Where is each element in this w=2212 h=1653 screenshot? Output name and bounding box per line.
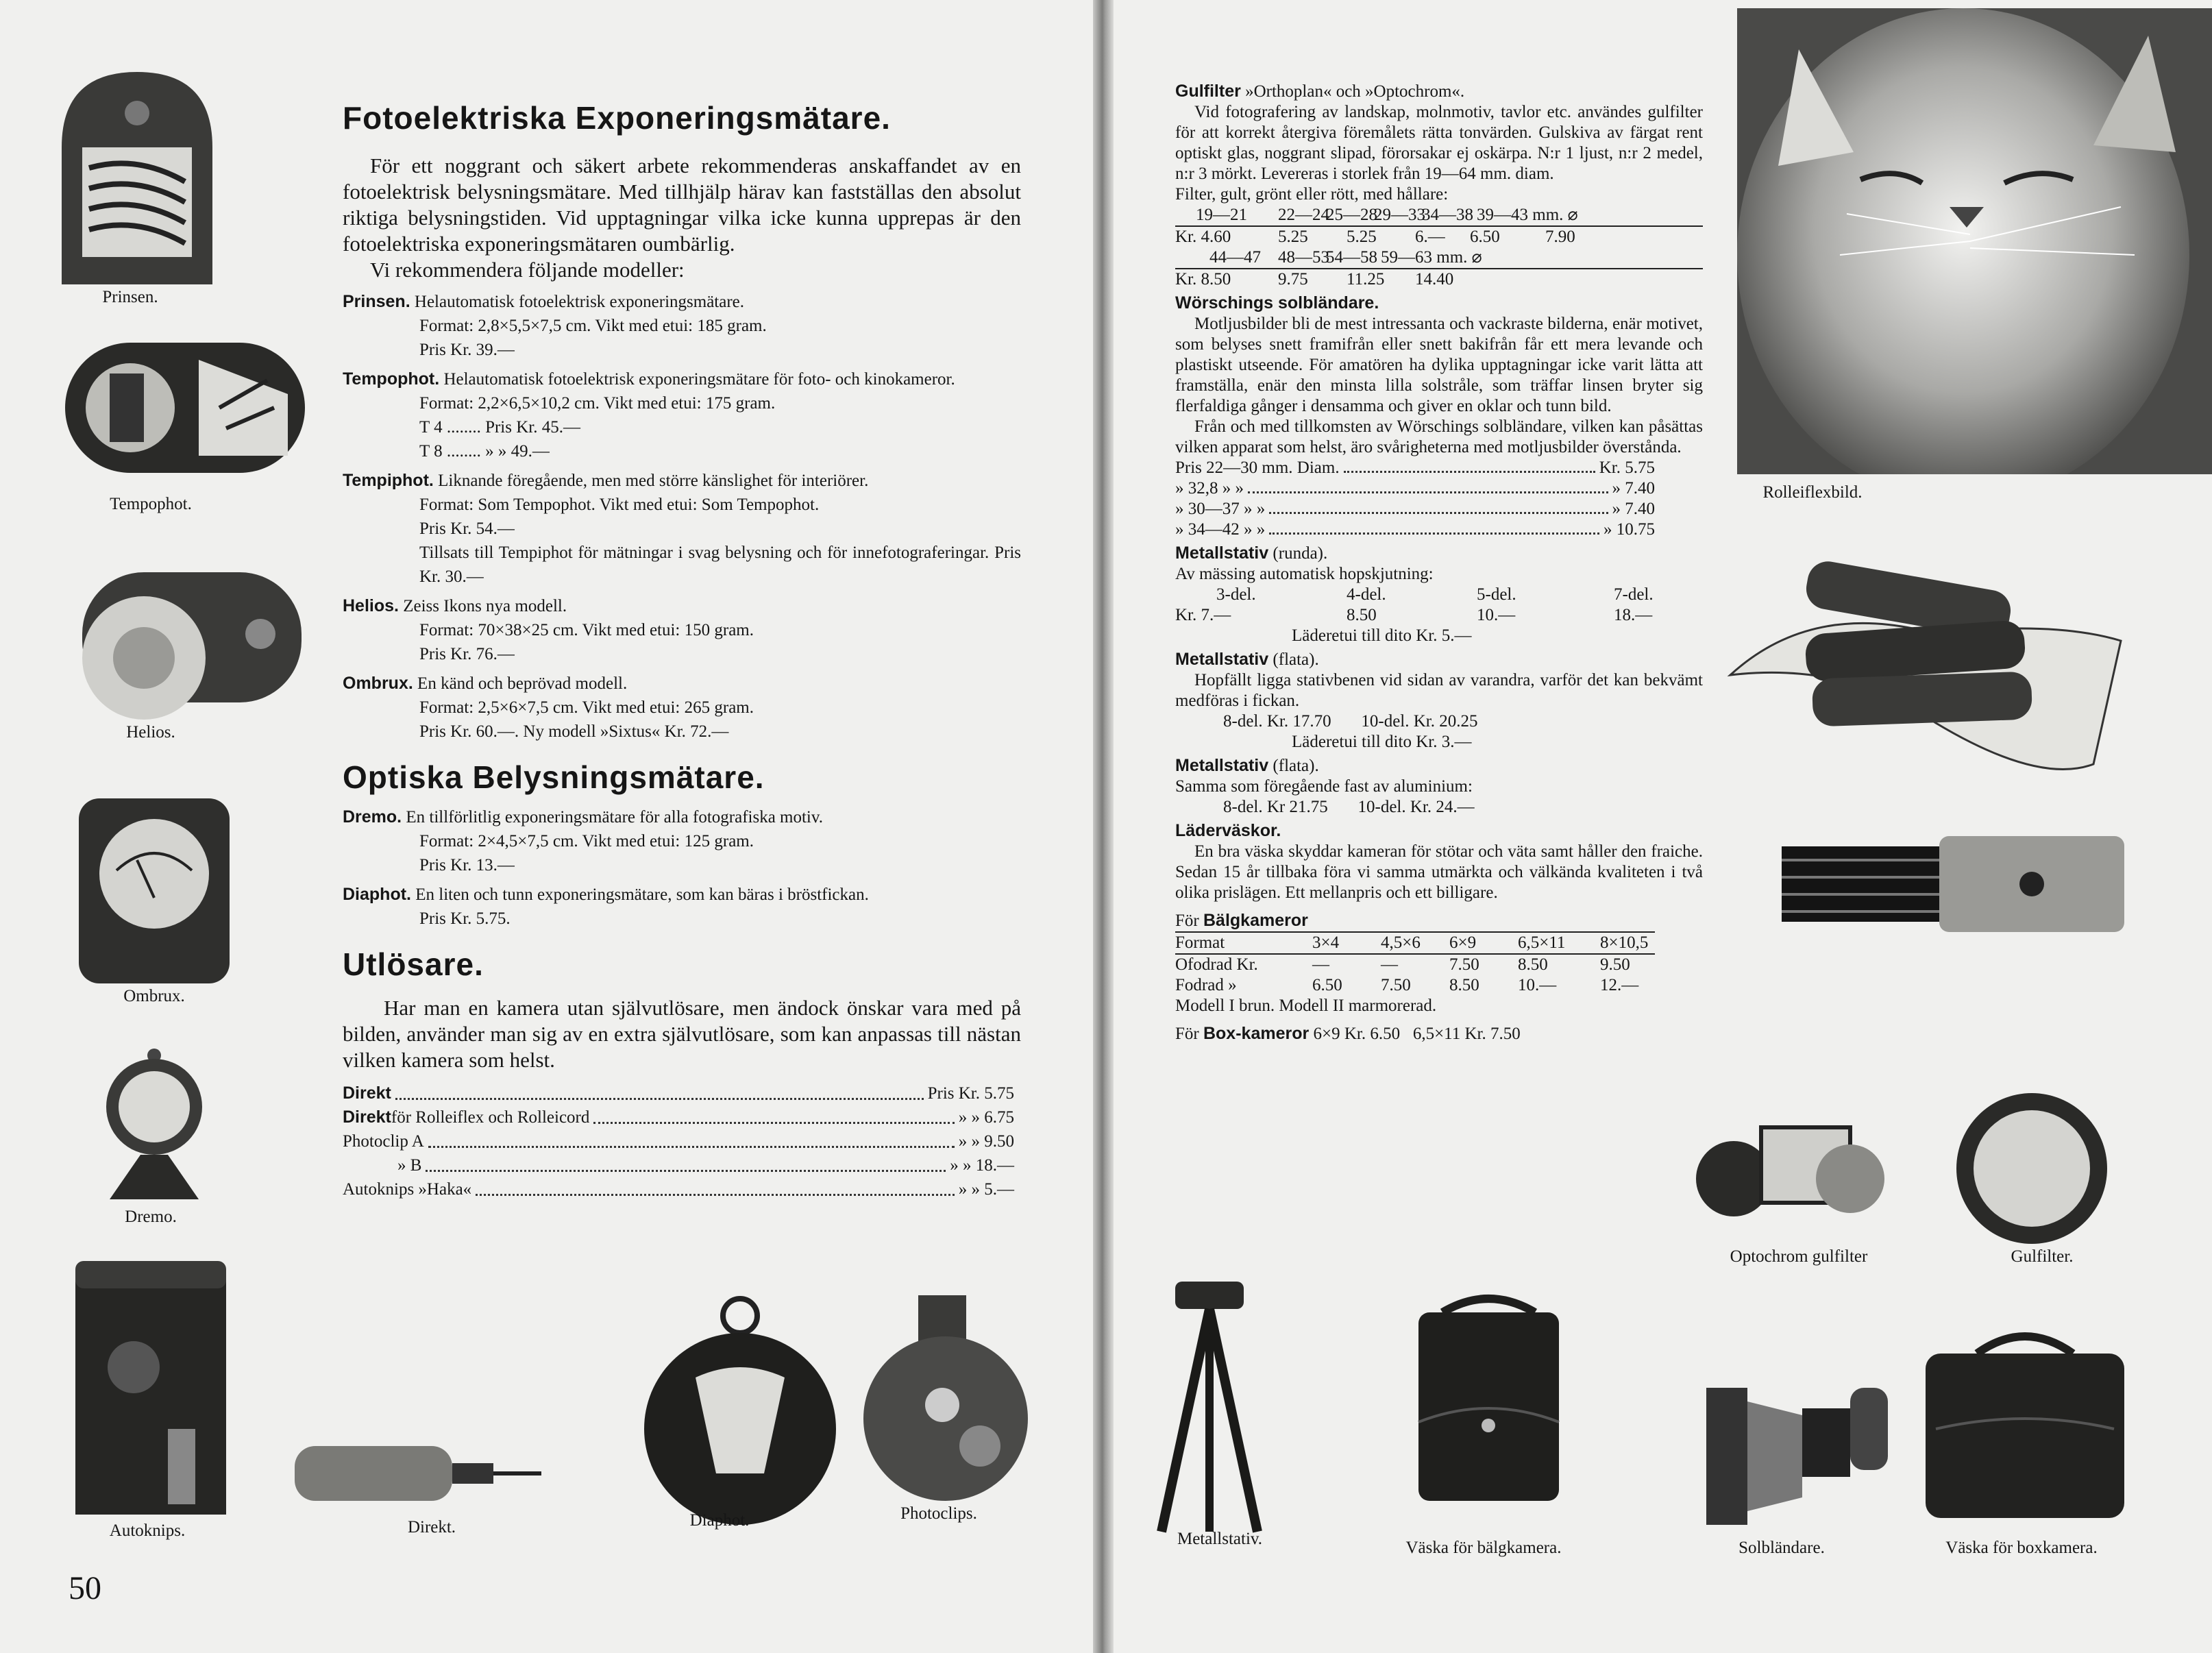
ombrux-meter-image: [75, 795, 233, 987]
stativ-round-cols: 3-del. 4-del. 5-del. 7-del.: [1216, 585, 1654, 604]
left-text-column: [343, 99, 1021, 1201]
caption-diaphot: Diaphot.: [689, 1511, 750, 1530]
recommend-line: Vi rekommendera följande modeller:: [370, 258, 685, 282]
entry-dremo: [343, 805, 1021, 877]
caption-dremo: Dremo.: [125, 1208, 177, 1226]
caption-bellows-case: Väska för bälgkamera.: [1405, 1539, 1562, 1557]
optochrom-filter-image: [1686, 1114, 1891, 1223]
entry-tempophot-name: Tempophot.: [343, 369, 440, 389]
heading-photoelectric: Fotoelektriska Exponeringsmätare.: [343, 100, 891, 136]
case-table-header: Format 3×4 4,5×6 6×9 6,5×11 8×10,5: [1175, 931, 1655, 953]
entry-dremo-name: Dremo.: [343, 807, 402, 826]
solblandare-price-list: Pris 22—30 mm. Diam. Kr. 5.75 » 32,8 » » » 7.40 » 30—37 » » » 7.40 » 34—42 » » » 10.75: [1175, 458, 1655, 539]
bellows-title: Bälgkameror: [1203, 911, 1308, 930]
entry-dremo-price: Pris Kr. 13.—: [419, 856, 515, 874]
stativ-round-text: Av mässing automatisk hopskjutning:: [1175, 565, 1434, 583]
caption-direkt: Direkt.: [407, 1518, 456, 1536]
stativ-alu-title: Metallstativ: [1175, 756, 1269, 775]
dremo-meter-image: [103, 1042, 206, 1203]
filter-prices-row-2: Kr. 8.50 9.75 11.25 14.40: [1175, 268, 1703, 290]
stativ-flat-text: Hopfällt ligga stativbenen vid sidan av varandra, varför det kan bekvämt medföras i fickan.: [1175, 671, 1703, 710]
entry-prinsen-name: Prinsen.: [343, 292, 410, 311]
entry-tempiphot-extra: Tillsats till Tempiphot för mätningar i svag belysning och för innefotograferingar. Pris Kr. 30.—: [419, 543, 1021, 586]
entry-tempiphot-desc: Liknande föregående, men med större känslighet för interiörer.: [438, 472, 869, 490]
caption-autoknips: Autoknips.: [109, 1521, 186, 1540]
release-row-3: Photoclip A » » 9.50: [343, 1129, 1014, 1153]
entry-ombrux-price: Pris Kr. 60.—. Ny modell »Sixtus« Kr. 72.—: [419, 722, 729, 741]
stativ-flat-title: Metallstativ: [1175, 650, 1269, 669]
model-line: Modell I brun. Modell II marmorerad.: [1175, 996, 1437, 1015]
caption-optochrom: Optochrom gulfilter: [1730, 1247, 1868, 1266]
box-title: Box-kameror: [1203, 1024, 1310, 1043]
entry-tempophot-format: Format: 2,2×6,5×10,2 cm. Vikt med etui: 175 gram.: [419, 394, 776, 413]
entry-tempiphot-price: Pris Kr. 54.—: [419, 519, 515, 538]
entry-tempophot-t8: T 8 ........ » » 49.—: [419, 442, 550, 461]
metallstativ-tripod-image: [1155, 1278, 1264, 1535]
left-page: [0, 0, 1093, 1653]
release-row-4: » B » » 18.—: [343, 1153, 1014, 1177]
entry-diaphot: [343, 883, 1021, 931]
stativ-alu-text: Samma som föregående fast av aluminium:: [1175, 777, 1473, 796]
solblandare-hand-image: [1710, 559, 2189, 785]
entry-prinsen-price: Pris Kr. 39.—: [419, 341, 515, 359]
entry-dremo-format: Format: 2×4,5×7,5 cm. Vikt med etui: 125 gram.: [419, 832, 754, 850]
filter-sizes-row-2: 44—47 48—53 54—58 59—63 mm. ⌀: [1209, 248, 1482, 267]
entry-helios: [343, 594, 1021, 666]
heading-release: Utlösare.: [343, 946, 484, 982]
caption-photoclips: Photoclips.: [900, 1504, 977, 1523]
caption-tempophot: Tempophot.: [110, 495, 192, 513]
page-number: 50: [69, 1570, 101, 1606]
entry-diaphot-name: Diaphot.: [343, 885, 411, 904]
entry-helios-name: Helios.: [343, 596, 399, 615]
caption-rolleiflexbild: Rolleiflexbild.: [1762, 483, 1863, 502]
entry-tempophot: [343, 367, 1021, 463]
rolleiflex-cat-photo: [1737, 8, 2212, 474]
gulfilter-title-rest: »Orthoplan« och »Optochrom«.: [1240, 82, 1465, 101]
cases-title: Läderväskor.: [1175, 821, 1281, 840]
photoclip-release-image: [863, 1288, 1042, 1508]
stativ-round-prices: Kr. 7.— 8.50 10.— 18.—: [1175, 606, 1653, 624]
stativ-round-title: Metallstativ: [1175, 543, 1269, 563]
entry-tempiphot: [343, 469, 1021, 589]
caption-helios: Helios.: [126, 723, 175, 742]
entry-diaphot-price: Pris Kr. 5.75.: [419, 909, 511, 928]
gulfilter-text: Vid fotografering av landskap, molnmotiv, tavlor etc. användes gulfilter för att korrekt återgiva föremålets rätta tonvärden. Gulskiva av färgat rent optiskt glas, noggrant slipad, förorsakar ej oskärpa. N:r 1 ljust, n:r 2 medel, n:r 3 mörkt. Levereras i storlek från 19—64 mm. diam.: [1175, 103, 1703, 183]
entry-prinsen-desc: Helautomatisk fotoelektrisk exponeringsmätare.: [414, 293, 745, 311]
entry-ombrux: [343, 672, 1021, 744]
helios-meter-image: [55, 565, 308, 723]
right-page: [1114, 0, 2212, 1653]
heading-optical: Optiska Belysningsmätare.: [343, 759, 765, 795]
caption-ombrux: Ombrux.: [123, 987, 185, 1005]
entry-ombrux-format: Format: 2,5×6×7,5 cm. Vikt med etui: 265 gram.: [419, 698, 754, 717]
entry-helios-format: Format: 70×38×25 cm. Vikt med etui: 150 gram.: [419, 621, 754, 639]
entry-diaphot-desc: En liten och tunn exponeringsmätare, som kan bäras i bröstfickan.: [415, 885, 869, 904]
release-paragraph: Har man en kamera utan självutlösare, men ändock önskar vara med på bilden, använder man sig av en extra självutlösare, som kan anpassas till nästan vilken kamera som helst.: [343, 996, 1021, 1072]
book-gutter: [1093, 0, 1114, 1653]
cases-text: En bra väska skyddar kameran för stötar och väta samt håller den fraiche. Sedan 15 år tillbaka föra vi samma utmärkta och välkända kvaliteten i två olika prislägen. Ett mellanpris och ett billigare.: [1175, 842, 1703, 902]
filter-prices-row-1: Kr. 4.60 5.25 5.25 6.— 6.50 7.90: [1175, 225, 1703, 247]
right-text-column: Gulfilter »Orthoplan« och »Optochrom«. Vid fotografering av landskap, molnmotiv, tavlor etc. användes gulfilter för att korrekt återgiva föremålets rätta tonvärden. Gulskiva av färgat rent optiskt glas, noggrant slipad, förorsakar ej oskärpa. N:r 1 ljust, n:r 2 medel, n:r 3 mörkt. Levereras i storlek från 19—64 mm. diam. Filter, gult, grönt eller rött, med hållare: 19—21 22—24 25—28 29—33 34—38 39—43 mm. ⌀ Kr. 4.60 5.25 5.25 6.— 6.50 7.90 44—47 48—53 54—58 59—63 mm. ⌀ Kr. 8.50 9.75 11.25 14.40 Wörschings solbländare. Motljusbilder bli de mest intressanta och vackraste bilderna, enär motivet, som belyses snett framifrån eller snett bakifrån får ett mera levande och plastiskt utseende. För amatören ha dylika upptagningar icke varit lätta att framställa, enär den minsta lilla solstråle, som träffar linsen bryter sig flerfaldiga gånger i densamma och giver en oklar och tunn bild. Från och med tillkomsten av Wörschings solbländare, vilken kan påsättas vilken apparat som helst, äro svårigheterna med motljusbilder överstånda. Pris 22—30 mm. Diam. Kr. 5.75 » 32,8 » » » 7.40 » 30—37 » » » 7.40 » 34—42 » » » 10.75 Metallstativ (runda). Av mässing automatisk hopskjutning: 3-del. 4-del. 5-del. 7-del. Kr. 7.— 8.50 10.— 18.— Läderetui till dito Kr. 5.— Metallstativ (flata). Hopfällt ligga stativbenen vid sidan av varandra, varför det kan bekvämt medföras i fickan. 8-del. Kr. 17.70 10-del. Kr. 20.25 Läderetui till dito Kr. 3.— Metallstativ (flata). Samma som föregående fast av aluminium: 8-del. Kr 21.75 10-del. Kr. 24.— Läderväskor. En bra väska skyddar kameran för stötar och väta samt håller den fraiche. Sedan 15 år tillbaka föra vi samma utmärkta och välkända kvaliteten i två olika prislägen. Ett mellanpris och ett billigare. För Bälgkameror Format 3×4 4,5×6 6×9 6,5×11 8×10,5 Ofodrad Kr. — — 7.50 8.50 9.50 Fodrad » 6.50 7.50 8.50 10.— 12.— Modell I brun. Modell II marmorerad. För Box-kameror 6×9 Kr. 6.50 6,5×11 Kr. 7.50: [1175, 82, 1703, 1043]
worsching-title: Wörschings solbländare.: [1175, 293, 1379, 313]
release-row-2: Direkt för Rolleiflex och Rolleicord » » 6.75: [343, 1105, 1014, 1129]
filter-line: Filter, gult, grönt eller rött, med hållare:: [1175, 185, 1449, 204]
case-table: [1175, 931, 1655, 996]
prinsen-meter-image: [48, 65, 226, 291]
release-price-list: [343, 1081, 1014, 1201]
case-table-row-1: Ofodrad Kr. — — 7.50 8.50 9.50: [1175, 953, 1655, 975]
entry-ombrux-desc: En känd och beprövad modell.: [417, 674, 628, 693]
worsching-text: Motljusbilder bli de mest intressanta och vackraste bilderna, enär motivet, som belyses snett framifrån eller snett bakifrån får ett mera levande och plastiskt utseende. För amatören ha dylika upptagningar icke varit lätta att framställa, enär den minsta lilla solstråle, som träffar linsen bryter sig flerfaldiga gånger i densamma och giver en oklar och tunn bild.: [1175, 315, 1703, 415]
caption-prinsen: Prinsen.: [102, 288, 158, 306]
entry-tempiphot-name: Tempiphot.: [343, 471, 434, 490]
stativ-alu-prices: 8-del. Kr 21.75 10-del. Kr. 24.—: [1223, 798, 1475, 816]
autoknips-camera-image: [72, 1258, 230, 1518]
stativ-round-etui: Läderetui till dito Kr. 5.—: [1292, 626, 1472, 645]
filter-sizes-row-1: 19—21 22—24 25—28 29—33 34—38 39—43 mm. ⌀: [1196, 206, 1578, 224]
box-prices: 6×9 Kr. 6.50 6,5×11 Kr. 7.50: [1309, 1025, 1521, 1043]
caption-gulfilter: Gulfilter.: [2011, 1247, 2074, 1266]
entry-helios-desc: Zeiss Ikons nya modell.: [403, 597, 567, 615]
worsching-text-2: Från och med tillkomsten av Wörschings solbländare, vilken kan påsättas vilken apparat som helst, äro svårigheterna med motljusbilder överstånda.: [1175, 417, 1703, 456]
stativ-flat-prices: 8-del. Kr. 17.70 10-del. Kr. 20.25: [1223, 712, 1478, 731]
entry-helios-price: Pris Kr. 76.—: [419, 645, 515, 663]
gulfilter-image: [1943, 1090, 2121, 1247]
stativ-flat-etui: Läderetui till dito Kr. 3.—: [1292, 733, 1472, 751]
release-row-1: Direkt Pris Kr. 5.75: [343, 1081, 1014, 1105]
caption-box-case: Väska för boxkamera.: [1945, 1539, 2098, 1557]
box-case-image: [1922, 1326, 2128, 1521]
gulfilter-title: Gulfilter: [1175, 82, 1241, 101]
entry-tempophot-desc: Helautomatisk fotoelektrisk exponeringsmätare för foto- och kinokameror.: [443, 370, 955, 389]
entry-prinsen: [343, 290, 1021, 362]
metallstativ-flat-image: [1778, 833, 2135, 935]
release-row-5: Autoknips »Haka« » » 5.—: [343, 1177, 1014, 1201]
entry-ombrux-name: Ombrux.: [343, 674, 413, 693]
caption-solblandare: Solbländare.: [1738, 1539, 1825, 1557]
entry-dremo-desc: En tillförlitlig exponeringsmätare för alla fotografiska motiv.: [406, 808, 824, 826]
solblandare-camera-image: [1699, 1347, 1891, 1532]
bellows-case-image: [1415, 1285, 1562, 1504]
entry-prinsen-format: Format: 2,8×5,5×7,5 cm. Vikt med etui: 185 gram.: [419, 317, 767, 335]
entry-tempiphot-format: Format: Som Tempophot. Vikt med etui: Som Tempophot.: [419, 495, 820, 514]
intro-paragraph: För ett noggrant och säkert arbete rekommenderas anskaffandet av en fotoelektrisk belysningsmätare. Med tillhjälp härav kan fastställas den absolut riktiga belysningstiden. Vid upptagningar vilka icke kunna upprepas är den fotoelektriska exponeringsmätaren oumbärlig.: [343, 154, 1021, 256]
diaphot-meter-image: [641, 1295, 839, 1528]
caption-metallstativ: Metallstativ.: [1177, 1530, 1263, 1548]
case-table-row-2: Fodrad » 6.50 7.50 8.50 10.— 12.—: [1175, 976, 1639, 994]
direkt-release-image: [288, 1391, 548, 1508]
tempophot-meter-image: [62, 332, 308, 483]
entry-tempophot-t4: T 4 ........ Pris Kr. 45.—: [419, 418, 580, 437]
